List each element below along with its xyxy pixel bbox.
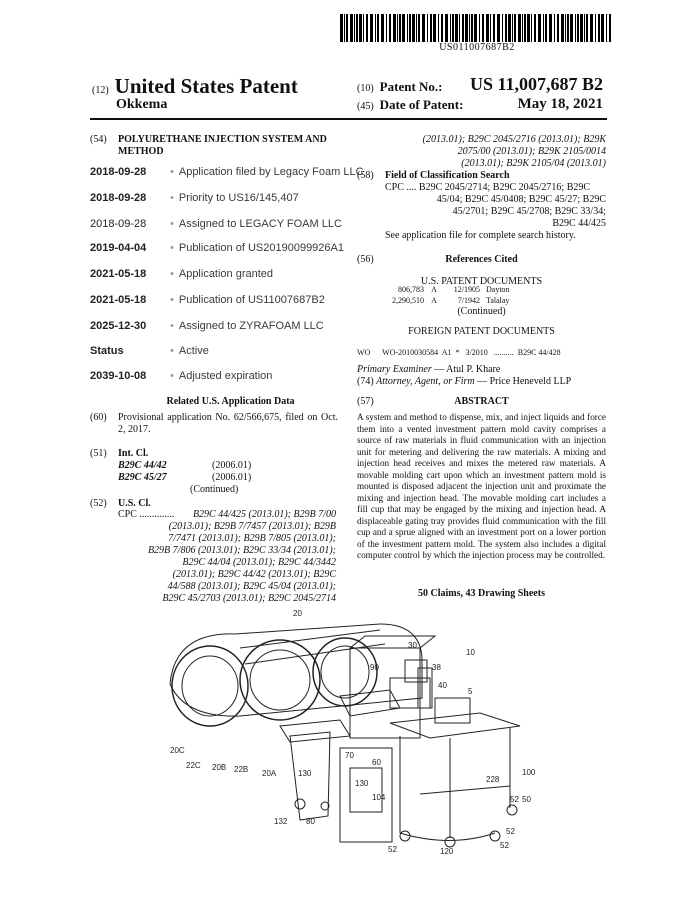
- barcode-bar: [505, 14, 507, 42]
- field-search-line: CPC .... B29C 2045/2714; B29C 2045/2716; B29C: [385, 182, 591, 193]
- barcode-bar: [465, 14, 468, 42]
- barcode-bar: [409, 14, 411, 42]
- field-search-note: See application file for complete search history.: [385, 230, 576, 241]
- barcode-bar: [543, 14, 544, 42]
- barcode-bar: [590, 14, 593, 42]
- barcode-bar: [567, 14, 569, 42]
- event-row[interactable]: 2018-09-28 • Priority to US16/145,407: [90, 192, 299, 204]
- figure-reference-numeral: 228: [486, 775, 500, 784]
- header-divider: [90, 118, 607, 120]
- barcode-bar: [356, 14, 358, 42]
- figure-reference-numeral: 20B: [212, 763, 227, 772]
- field-search-line: 45/2701; B29C 45/2708; B29C 33/34;: [452, 206, 606, 217]
- figure-reference-numeral: 52: [510, 795, 519, 804]
- us-docs-heading: U.S. PATENT DOCUMENTS: [420, 276, 543, 287]
- barcode-bar: [459, 14, 460, 42]
- barcode-bar: [601, 14, 604, 42]
- barcode-bar: [433, 14, 436, 42]
- barcode-bar: [486, 14, 489, 42]
- figure-reference-numeral: 30: [408, 641, 417, 650]
- uscl-cpc-label: CPC ..............: [118, 509, 175, 520]
- uscl-line: (2013.01); B29C 44/42 (2013.01); B29C: [172, 569, 336, 580]
- intcl-code: B29C 45/27: [118, 472, 167, 483]
- abstract-heading: ABSTRACT: [454, 396, 509, 407]
- barcode-bar: [514, 14, 516, 42]
- barcode-bar: [340, 14, 343, 42]
- barcode-bar: [366, 14, 368, 42]
- related-field-number: (60): [90, 412, 107, 423]
- barcode-bar: [427, 14, 428, 42]
- uscl-label: U.S. Cl.: [118, 498, 151, 509]
- barcode-bar: [545, 14, 547, 42]
- barcode-bar: [502, 14, 503, 42]
- figure-reference-numeral: 132: [274, 817, 288, 826]
- intcl-year: (2006.01): [212, 460, 252, 471]
- figure-reference-numeral: 52: [388, 845, 397, 854]
- cpc-continued-line: 2075/00 (2013.01); B29K 2105/0014: [457, 146, 606, 157]
- figure-reference-numeral: 130: [355, 779, 369, 788]
- barcode-bar: [479, 14, 480, 42]
- barcode-bar: [462, 14, 464, 42]
- barcode-bar: [407, 14, 408, 42]
- foreign-docs-heading: FOREIGN PATENT DOCUMENTS: [408, 326, 555, 337]
- date-of-patent: May 18, 2021: [517, 96, 603, 112]
- barcode-bar: [416, 14, 417, 42]
- figure-reference-numeral: 20: [293, 609, 302, 618]
- uscl-line: (2013.01); B29B 7/7457 (2013.01); B29B: [168, 521, 336, 532]
- barcode-bar: [370, 14, 373, 42]
- barcode-bar: [598, 14, 600, 42]
- barcode-bar: [471, 14, 473, 42]
- event-row[interactable]: 2019-04-04 • Publication of US20190099926A1: [90, 242, 344, 254]
- barcode-bar: [575, 14, 576, 42]
- field-search-line: 45/04; B29C 45/0408; B29C 45/27; B29C: [436, 194, 606, 205]
- barcode-bar: [402, 14, 405, 42]
- barcode-bar: [354, 14, 355, 42]
- related-heading: Related U.S. Application Data: [166, 396, 295, 407]
- patent-title: POLYURETHANE INJECTION SYSTEM AND METHOD: [118, 134, 327, 157]
- field-search-label: Field of Classification Search: [385, 170, 510, 181]
- barcode-bar: [393, 14, 396, 42]
- figure-reference-numeral: 52: [500, 841, 509, 850]
- attorney: (74) Attorney, Agent, or Firm — Price Heneveld LLP: [357, 376, 572, 387]
- barcode-bar: [399, 14, 401, 42]
- cpc-continued-line: (2013.01); B29K 2105/04 (2013.01): [461, 158, 606, 169]
- barcode-bar: [527, 14, 530, 42]
- figure-reference-numeral: 50: [522, 795, 531, 804]
- primary-examiner: Primary Examiner — Atul P. Khare: [357, 364, 501, 375]
- uscl-line: B29B 7/806 (2013.01); B29C 33/34 (2013.01);: [147, 545, 336, 556]
- event-row[interactable]: 2018-09-28 • Assigned to LEGACY FOAM LLC: [90, 218, 342, 230]
- barcode-bar: [452, 14, 454, 42]
- barcode-bar: [565, 14, 566, 42]
- uscl-line: 7/7471 (2013.01); B29B 7/805 (2013.01);: [168, 533, 336, 544]
- barcode-bar: [412, 14, 415, 42]
- figure-reference-numeral: 130: [298, 769, 312, 778]
- uscl-field-number: (52): [90, 498, 107, 509]
- figure-reference-numeral: 5: [468, 687, 473, 696]
- barcode-bar: [534, 14, 536, 42]
- intcl-year: (2006.01): [212, 472, 252, 483]
- barcode-bar: [595, 14, 596, 42]
- barcode-bar: [344, 14, 345, 42]
- barcode-bar: [363, 14, 364, 42]
- figure-reference-numeral: 20A: [262, 769, 277, 778]
- foreign-doc-row: WO WO-2010030584 A1 * 3/2010 .......... B29C 44/428: [357, 348, 561, 357]
- barcode-bar: [557, 14, 559, 42]
- barcode-bar: [584, 14, 585, 42]
- event-row[interactable]: 2025-12-30 • Assigned to ZYRAFOAM LLC: [90, 320, 324, 332]
- figure-reference-numeral: 38: [432, 663, 441, 672]
- barcode-bar: [493, 14, 495, 42]
- barcode-bar: [482, 14, 484, 42]
- uscl-line: B29C 44/04 (2013.01); B29C 44/3442: [182, 557, 336, 568]
- barcode-bar: [609, 14, 611, 42]
- barcode-bar: [497, 14, 500, 42]
- us-doc-row: 806,783 A 12/1905 Dayton: [398, 285, 510, 294]
- barcode-bar: [554, 14, 555, 42]
- intcl-continued: (Continued): [190, 484, 239, 495]
- uscl-line: B29C 44/425 (2013.01); B29B 7/00: [192, 509, 336, 520]
- barcode-bar: [570, 14, 573, 42]
- barcode-bar: [397, 14, 398, 42]
- barcode-bar: [586, 14, 588, 42]
- event-row[interactable]: 2021-05-18 • Publication of US11007687B2: [90, 294, 325, 306]
- barcode-bar: [350, 14, 353, 42]
- barcode-bar: [430, 14, 432, 42]
- molding-cart: [390, 713, 520, 847]
- title-field-number: (54): [90, 134, 107, 145]
- event-row[interactable]: 2021-05-18 • Application granted: [90, 268, 274, 280]
- barcode-bar: [508, 14, 511, 42]
- barcode-bar: [469, 14, 470, 42]
- event-row[interactable]: 2018-09-28 • Application filed by Legacy Foam LLC: [90, 166, 364, 178]
- barcode-bar: [438, 14, 439, 42]
- barcode-bar: [524, 14, 526, 42]
- barcode-bar: [346, 14, 348, 42]
- barcode-bar: [418, 14, 420, 42]
- inventor-name: Okkema: [116, 97, 168, 112]
- barcode-bar: [518, 14, 521, 42]
- figure-reference-numeral: 70: [345, 751, 354, 760]
- barcode-bar: [422, 14, 425, 42]
- barcode-bar: [455, 14, 458, 42]
- barcode-bar: [386, 14, 387, 42]
- barcode-number: US011007687B2: [439, 42, 515, 53]
- refs-heading: References Cited: [445, 254, 518, 265]
- figure-reference-numeral: 20C: [170, 746, 185, 755]
- figure-reference-numeral: 60: [372, 758, 381, 767]
- abstract-text: A system and method to dispense, mix, and inject liquids and force them into a vented investment pattern mold cavity comprises a source of raw materials in fluid communication with an injection unit for metering and delivering the raw materials. A mixing and injection head receives and mixes the metered raw materials. A movable molding cart upon which an investment pattern mold is mounted is disposed adjacent the injection unit and proximate the mixing and injection head. The movable molding cart includes a fill cup that may be engaged by the mixing and injection head. A displaceable gating tray provides fluid communication with the fill cup and a sprue aligned with an investment port on a lower portion of the investment pattern mold. The system also includes a digital computer control by which the injection process may be controlled.: [357, 412, 606, 560]
- barcode-bar: [606, 14, 607, 42]
- barcode-bar: [580, 14, 583, 42]
- refs-field-number: (56): [357, 254, 374, 265]
- barcode-bar: [522, 14, 523, 42]
- barcode-bar: [445, 14, 448, 42]
- figure-reference-numeral: 52: [506, 827, 515, 836]
- barcode-bar: [389, 14, 391, 42]
- field-search-number: (58): [357, 170, 374, 181]
- figure-reference-numeral: 104: [372, 793, 386, 802]
- date-of-patent-label: (45) Date of Patent:: [357, 97, 464, 112]
- figure-reference-numeral: 22C: [186, 761, 201, 770]
- barcode-bar: [377, 14, 379, 42]
- us-doc-row: 2,290,510 A 7/1942 Talalay: [392, 296, 510, 305]
- uscl-line: 44/588 (2013.01); B29C 45/04 (2013.01);: [167, 581, 336, 592]
- barcode-bar: [450, 14, 451, 42]
- barcode: [340, 14, 614, 42]
- barcode-bar: [375, 14, 376, 42]
- abstract-field-number: (57): [357, 396, 374, 407]
- figure-reference-numeral: 80: [306, 817, 315, 826]
- figure-reference-numeral: 120: [440, 847, 454, 856]
- barcode-bar: [381, 14, 384, 42]
- figure-reference-numeral: 90: [370, 663, 379, 672]
- patent-country-title: (12) United States Patent: [92, 74, 298, 98]
- patent-number-label: (10) Patent No.:: [357, 79, 443, 94]
- barcode-bar: [512, 14, 513, 42]
- barcode-bar: [561, 14, 564, 42]
- claims-summary: 50 Claims, 43 Drawing Sheets: [418, 588, 545, 599]
- figure-reference-numeral: 22B: [234, 765, 249, 774]
- related-text: Provisional application No. 62/566,675, filed on Oct. 2, 2017.: [118, 412, 338, 435]
- barcode-bar: [549, 14, 552, 42]
- event-row[interactable]: 2039-10-08 • Adjusted expiration: [90, 370, 273, 382]
- figure-reference-numeral: 10: [466, 648, 475, 657]
- barcode-bar: [359, 14, 362, 42]
- barcode-bar: [441, 14, 443, 42]
- intcl-label: Int. Cl.: [118, 448, 149, 459]
- us-docs-continued: (Continued): [457, 306, 506, 317]
- barcode-bar: [490, 14, 491, 42]
- intcl-code: B29C 44/42: [118, 460, 167, 471]
- barcode-bar: [538, 14, 541, 42]
- field-search-line: B29C 44/425: [552, 218, 606, 229]
- intcl-field-number: (51): [90, 448, 107, 459]
- patent-drawing: [150, 608, 570, 862]
- barcode-bar: [531, 14, 532, 42]
- cpc-continued-line: (2013.01); B29C 2045/2716 (2013.01); B29K: [422, 134, 606, 145]
- patent-number: US 11,007,687 B2: [469, 74, 603, 94]
- uscl-line: B29C 45/2703 (2013.01); B29C 2045/2714: [162, 593, 336, 604]
- status-row[interactable]: Status • Active: [90, 345, 209, 357]
- figure-reference-numeral: 40: [438, 681, 447, 690]
- barcode-bar: [474, 14, 477, 42]
- figure-reference-numeral: 100: [522, 768, 536, 777]
- barcode-bar: [577, 14, 579, 42]
